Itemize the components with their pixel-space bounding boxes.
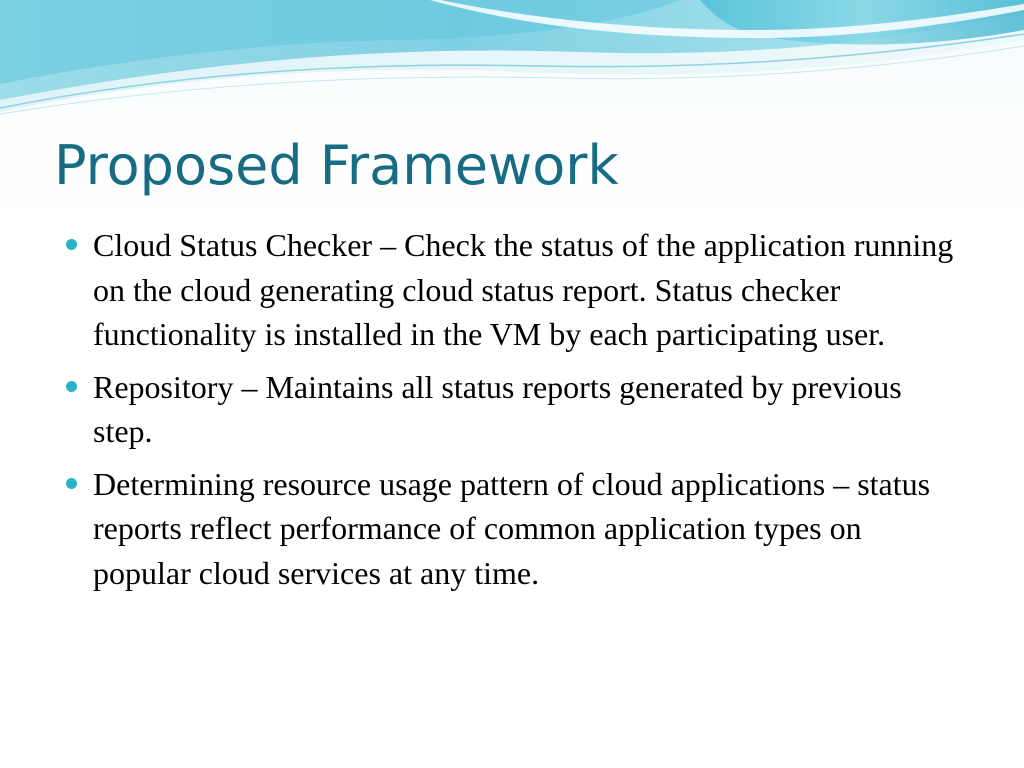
bullet-list [62,223,962,603]
bullet-text: Repository – Maintains all status reports generated by previous step. [93,368,902,449]
decorative-wave-header [0,0,1024,120]
bullet-text: Cloud Status Checker – Check the status of the application running on the cloud generating cloud status report. Status checker functionality is installed in the VM by each participating user. [93,227,954,352]
bullet-item [62,462,962,596]
bullet-item [62,365,962,454]
bullet-dot-icon [66,478,77,489]
slide-title: Proposed Framework [54,134,619,197]
bullet-dot-icon [66,381,77,392]
bullet-item [62,223,962,357]
bullet-dot-icon [66,239,77,250]
bullet-text: Determining resource usage pattern of cloud applications – status reports reflect performance of common application types on popular cloud services at any time. [93,465,931,591]
